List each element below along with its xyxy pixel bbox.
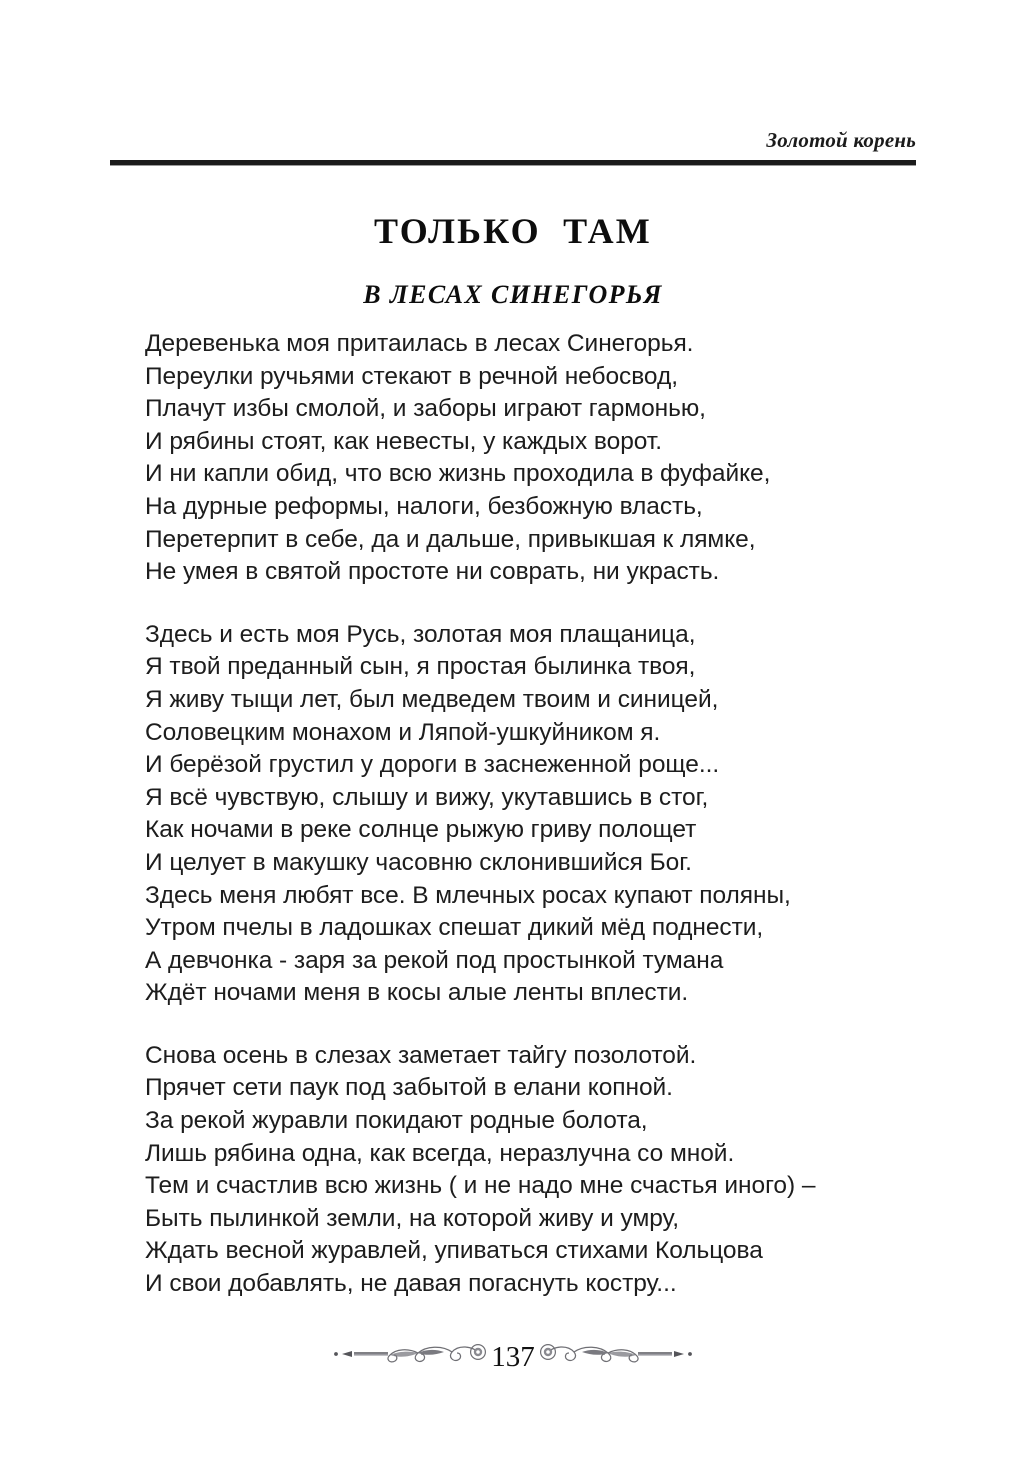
page-title: ТОЛЬКО ТАМ — [374, 211, 652, 252]
verse-line: Утром пчелы в ладошках спешат дикий мёд поднести, — [145, 914, 764, 942]
verse-line: Ждёт ночами меня в косы алые ленты вплести. — [145, 979, 689, 1007]
verse-line: Ждать весной журавлей, упиваться стихами Кольцова — [145, 1237, 763, 1265]
verse-line: Лишь рябина одна, как всегда, неразлучна со мной. — [145, 1139, 735, 1167]
verse-line: Деревенька моя притаилась в лесах Синегорья. — [145, 330, 694, 357]
stanza — [145, 619, 935, 1010]
verse-line: За рекой журавли покидают родные болота, — [145, 1107, 648, 1135]
header-rule — [110, 160, 916, 166]
verse-line: Как ночами в реке солнце рыжую гриву полощет — [145, 816, 697, 844]
running-head: Золотой корень — [766, 128, 916, 152]
verse-line: Тем и счастлив всю жизнь ( и не надо мне счастья иного) – — [145, 1172, 816, 1200]
stanza — [145, 1040, 935, 1301]
poem-body — [145, 328, 935, 1301]
verse-line: Переулки ручьями стекают в речной небосвод, — [145, 362, 678, 390]
flourish-right-icon — [536, 1339, 696, 1374]
verse-line: Перетерпит в себе, да и дальше, привыкшая к лямке, — [145, 525, 756, 553]
verse-line: Быть пылинкой земли, на которой живу и умру, — [145, 1204, 680, 1232]
verse-line: И рябины стоят, как невесты, у каждых ворот. — [145, 427, 663, 455]
verse-line: На дурные реформы, налоги, безбожную власть, — [145, 492, 703, 520]
page-footer — [0, 1330, 1026, 1382]
verse-line: Соловецким монахом и Ляпой-ушкуйником я. — [145, 718, 661, 746]
verse-line: Я всё чувствую, слышу и вижу, укутавшись в стог, — [145, 783, 709, 811]
verse-line: Я твой преданный сын, я простая былинка твоя, — [145, 653, 696, 681]
page-number: 137 — [491, 1340, 535, 1373]
verse-line: Прячет сети паук под забытой в елани копной. — [145, 1074, 673, 1102]
poem-subtitle: В ЛЕСАХ СИНЕГОРЬЯ — [363, 279, 663, 309]
stanza — [145, 328, 935, 589]
verse-line: Не умея в святой простоте ни соврать, ни украсть. — [145, 558, 720, 586]
verse-line: Плачут избы смолой, и заборы играют гармонью, — [145, 395, 706, 423]
flourish-left-icon — [330, 1339, 490, 1374]
verse-line: Снова осень в слезах заметает тайгу позолотой. — [145, 1041, 697, 1069]
verse-line: И целует в макушку часовню склонившийся Бог. — [145, 848, 692, 876]
verse-line: А девчонка - заря за рекой под простынкой тумана — [145, 946, 724, 974]
verse-line: И берёзой грустил у дороги в заснеженной роще... — [145, 751, 720, 779]
verse-line: Я живу тыщи лет, был медведем твоим и синицей, — [145, 685, 719, 713]
verse-line: Здесь меня любят все. В млечных росах купают поляны, — [145, 881, 791, 909]
verse-line: И ни капли обид, что всю жизнь проходила в фуфайке, — [145, 460, 771, 488]
verse-line: Здесь и есть моя Русь, золотая моя плащаница, — [145, 620, 696, 648]
verse-line: И свои добавлять, не давая погаснуть костру... — [145, 1270, 677, 1298]
